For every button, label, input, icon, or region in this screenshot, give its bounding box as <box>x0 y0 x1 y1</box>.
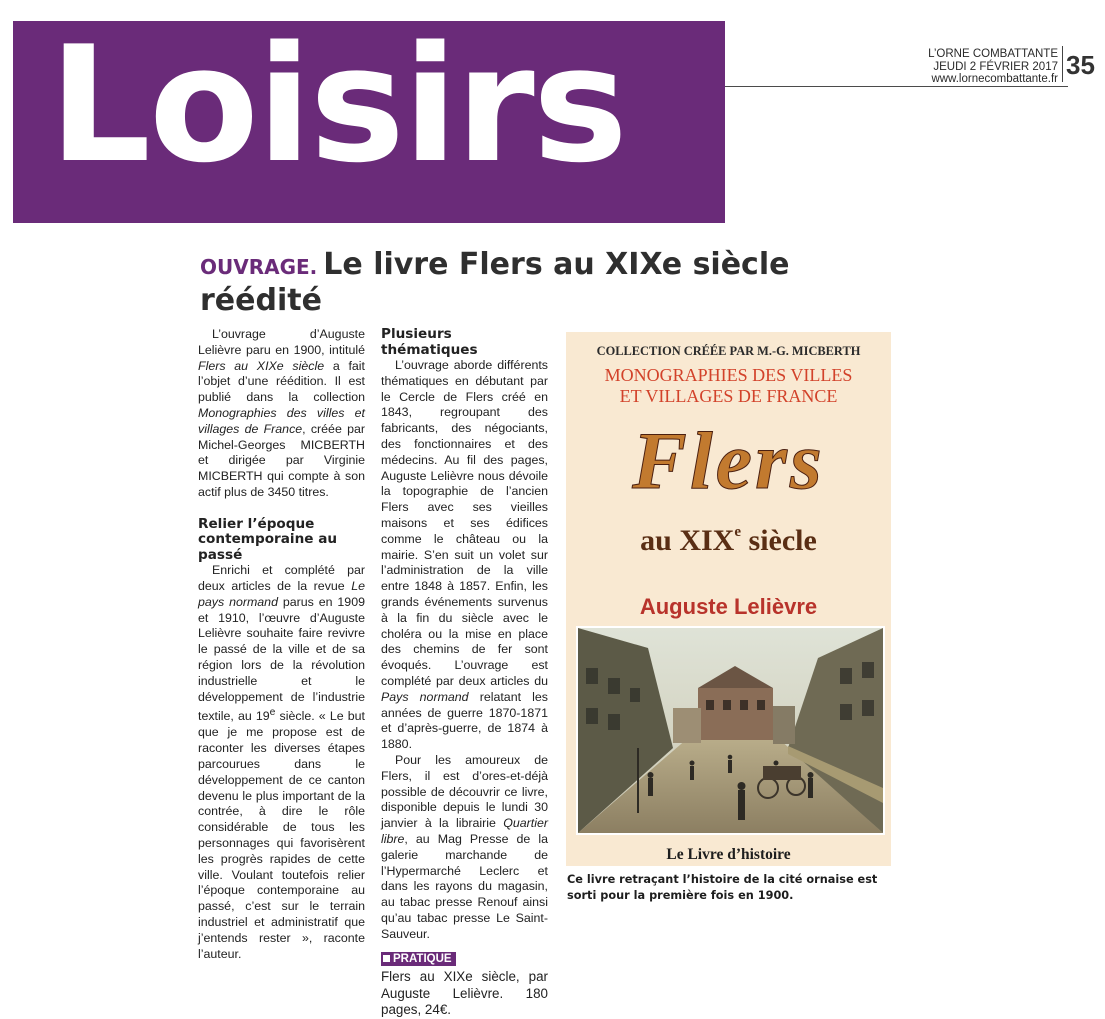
header-rule <box>725 86 1068 87</box>
text-run-sup: e <box>269 707 276 719</box>
issue-date: JEUDI 2 FÉVRIER 2017 <box>933 60 1058 73</box>
publication-info <box>890 48 1058 86</box>
text-run-italic: Quartier libre <box>381 816 548 846</box>
cover-street-photo <box>576 626 885 835</box>
article-column-1 <box>198 327 365 962</box>
cover-title: Flers <box>632 415 825 506</box>
text-run-italic: Monographies des villes et villages de France <box>198 405 365 436</box>
text-run: , créée par Michel-Georges MICBERTH et dirigée par Virginie MICBERTH qui compte à son actif plus de 3450 titres. <box>198 421 365 499</box>
text-run-italic: Le pays normand <box>198 579 365 609</box>
cover-series-line: MONOGRAPHIES DES VILLES <box>604 365 853 385</box>
text-run: L’ouvrage aborde différents thématiques en débutant par le Cercle de Flers créé en 1843, regroupant des fabricants, des négociants, des fonctionnaires et des médecins. Au fil des pages, Auguste Lelièvre nous dévoile la topographie de l’ancien Flers avec ses vieilles maisons et ses édifices comme le château ou la mairie. S’en suit un volet sur l’administration de la ville entre 1848 à 1857. Enfin, les grands événements survenus à la fin du siècle avec le choléra ou la mise en place des chemins de fer sont évoqués. L’ouvrage est complété par deux articles du <box>381 358 548 688</box>
website-link[interactable]: www.lornecombattante.fr <box>931 73 1058 85</box>
text-run-italic: Flers au XIXe siècle <box>198 358 325 373</box>
pratique-text: Flers au XIXe siècle, par Auguste Lelièvre. 180 pages, 24€. <box>381 969 548 1018</box>
page-number: 35 <box>1066 50 1095 80</box>
cover-publisher: Le Livre d’histoire <box>666 846 791 863</box>
text-run: L’ouvrage d’Auguste Lelièvre paru en 1900, intitulé <box>198 327 365 357</box>
body-paragraph <box>198 563 365 962</box>
section-banner <box>13 11 725 223</box>
text-run: relatant les années de guerre 1870-1871 et d’après-guerre, de 1874 à 1880. <box>381 689 548 752</box>
subheading-thematiques: Plusieurs thématiques <box>381 326 478 358</box>
cover-subtitle-part: siècle <box>741 524 817 557</box>
cover-subtitle-part: au XIX <box>640 524 735 557</box>
cover-author: Auguste Lelièvre <box>639 594 818 619</box>
text-run: Pour les amoureux de Flers, il est d’ores-et-déjà possible de découvrir ce livre, disponible depuis le lundi 30 janvier à la librairie <box>381 752 548 831</box>
text-run: siècle. « Le but que je me propose est de raconter les diverses étapes parcourues dans le développement de ce canton devenu le plus important de la contrée, à dire le rôle considérable de tous les personnages qui favorisèrent les progrès rapides de cette ville. Voulant toutefois relier l’époque contemporaine au passé, c’est sur le terrain industriel et administratif que j’entends rester », raconte l’auteur. <box>198 709 365 961</box>
cover-series-line: ET VILLAGES DE FRANCE <box>619 386 838 406</box>
header-separator <box>1062 46 1063 82</box>
square-bullet-icon <box>383 955 390 962</box>
pratique-label: PRATIQUE <box>393 953 452 966</box>
headline-text: Le livre Flers au XIXe siècle réédité <box>200 247 790 318</box>
section-title: Loisirs <box>49 11 626 198</box>
cover-series <box>566 365 891 407</box>
headline-kicker: OUVRAGE. <box>200 255 318 279</box>
body-paragraph <box>381 358 548 753</box>
text-run: a fait l’objet d’une réédition. Il est publié dans la collection <box>198 358 365 405</box>
cover-subtitle <box>566 524 891 558</box>
article-headline <box>200 248 880 317</box>
intro-paragraph <box>198 327 365 501</box>
photo-caption: Ce livre retraçant l’histoire de la cité ornaise est sorti pour la première fois en 1900. <box>567 873 878 902</box>
text-run: parus en 1909 et 1910, l’œuvre d’Auguste Lelièvre souhaite faire revivre le passé de la ville et de sa région lors de la révolution industrielle et le développement de l’industrie textile, au 19 <box>198 594 365 724</box>
cover-subtitle-sup: e <box>734 524 742 540</box>
book-cover <box>566 332 891 866</box>
article-column-2 <box>381 327 548 1019</box>
newspaper-name: L’ORNE COMBATTANTE <box>928 48 1058 60</box>
subheading-relier: Relier l’époque contemporaine au passé <box>198 515 338 563</box>
text-run-italic: Pays normand <box>381 689 469 704</box>
pratique-tag <box>381 952 456 966</box>
body-paragraph <box>381 753 548 943</box>
text-run: Enrichi et complété par deux articles de la revue <box>198 563 365 594</box>
text-run: , au Mag Presse de la galerie marchande de l’Hypermarché Leclerc et dans les rayons du magasin, au tabac presse Renouf ainsi qu’au tabac presse Le Saint-Sauveur. <box>381 831 548 941</box>
cover-collection: COLLECTION CRÉÉE PAR M.-G. MICBERTH <box>596 344 861 358</box>
